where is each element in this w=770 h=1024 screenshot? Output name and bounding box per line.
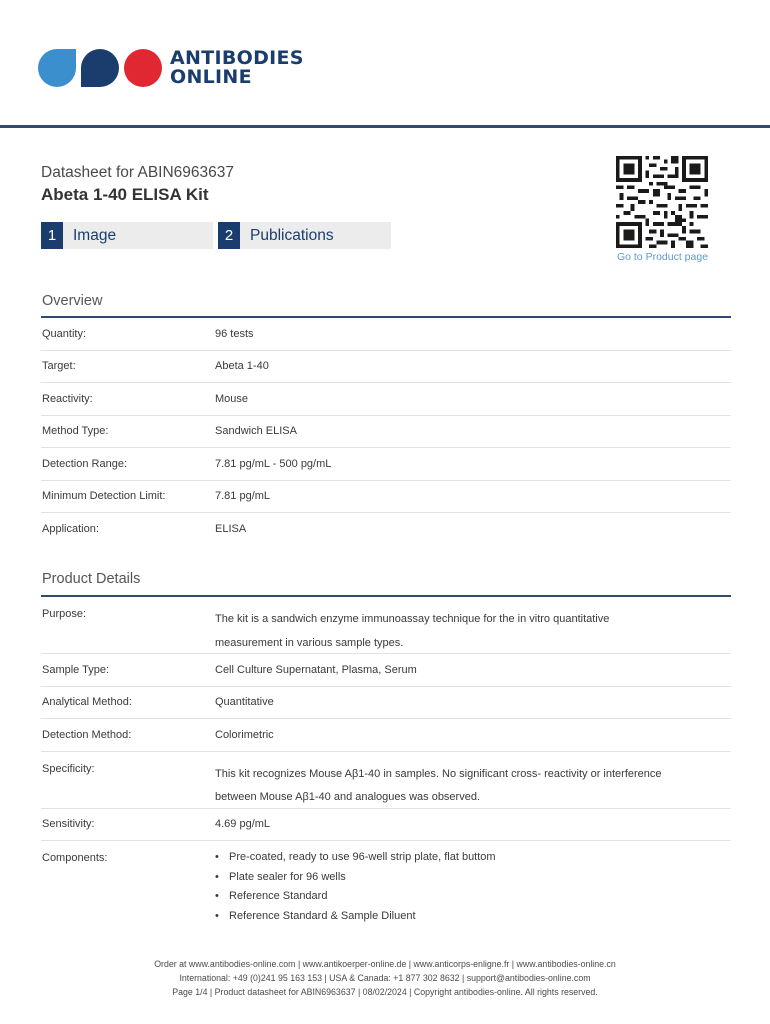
qr-code-icon[interactable] bbox=[613, 156, 711, 248]
row-key: Sample Type: bbox=[42, 663, 110, 676]
tab-image[interactable] bbox=[41, 222, 213, 249]
tab-number: 2 bbox=[218, 222, 240, 249]
product-details-heading: Product Details bbox=[42, 571, 141, 587]
row-value-line: This kit recognizes Mouse Aβ1-40 in samples. No significant cross- reactivity or interference bbox=[215, 767, 662, 780]
components-list bbox=[215, 841, 731, 929]
row-value-line: between Mouse Aβ1-40 and analogues was observed. bbox=[215, 791, 481, 803]
row-value: 7.81 pg/mL bbox=[215, 490, 271, 503]
table-row bbox=[41, 841, 731, 925]
row-key: Purpose: bbox=[42, 608, 87, 620]
list-item: • Plate sealer for 96 wells bbox=[215, 871, 731, 891]
list-item: • Reference Standard & Sample Diluent bbox=[215, 910, 731, 930]
product-page-link[interactable]: Go to Product page bbox=[616, 251, 709, 263]
table-row bbox=[41, 597, 731, 654]
table-row bbox=[41, 719, 731, 752]
row-key: Specificity: bbox=[42, 762, 95, 775]
tab-publications[interactable] bbox=[218, 222, 391, 249]
footer-contact: International: +49 (0)241 95 163 153 | USA & Canada: +1 877 302 8632 | support@antibodies-online.com bbox=[179, 973, 591, 983]
row-value-line: measurement in various sample types. bbox=[215, 636, 404, 649]
tab-number: 1 bbox=[41, 222, 63, 249]
row-key: Detection Range: bbox=[42, 457, 127, 470]
table-row bbox=[41, 351, 731, 384]
row-key: Target: bbox=[42, 360, 76, 373]
row-value bbox=[215, 752, 731, 808]
table-row bbox=[41, 448, 731, 481]
row-value: Cell Culture Supernatant, Plasma, Serum bbox=[215, 663, 417, 676]
table-row bbox=[41, 752, 731, 809]
table-row bbox=[41, 481, 731, 514]
table-row bbox=[41, 383, 731, 416]
table-row bbox=[41, 513, 731, 546]
row-key: Analytical Method: bbox=[42, 696, 132, 709]
page-header bbox=[0, 0, 770, 128]
tab-label: Publications bbox=[250, 226, 334, 244]
row-value: Abeta 1-40 bbox=[215, 360, 269, 373]
footer-page-info: Page 1/4 | Product datasheet for ABIN6963637 | 08/02/2024 | Copyright antibodies-online. All rights reserved. bbox=[172, 987, 598, 997]
datasheet-label: Datasheet for ABIN6963637 bbox=[41, 164, 235, 181]
row-key: Components: bbox=[42, 852, 108, 864]
row-value: ELISA bbox=[215, 523, 247, 536]
row-key: Sensitivity: bbox=[42, 818, 95, 831]
brand-name bbox=[170, 49, 304, 87]
row-value: Colorimetric bbox=[215, 728, 274, 741]
table-row bbox=[41, 654, 731, 687]
table-row bbox=[41, 318, 731, 351]
product-details-table bbox=[41, 597, 731, 925]
row-value: Quantitative bbox=[215, 696, 274, 709]
table-row bbox=[41, 809, 731, 842]
list-item: • Pre-coated, ready to use 96-well strip plate, flat buttom bbox=[215, 851, 731, 871]
row-key: Reactivity: bbox=[42, 392, 93, 405]
table-row bbox=[41, 416, 731, 449]
row-key: Minimum Detection Limit: bbox=[42, 490, 166, 503]
brand-logo[interactable] bbox=[38, 48, 304, 88]
footer-links[interactable]: Order at www.antibodies-online.com | www.antikoerper-online.de | www.anticorps-enligne.fr | www.antibodies-online.cn bbox=[154, 959, 616, 969]
row-value: Sandwich ELISA bbox=[215, 425, 297, 438]
logo-mark-icon bbox=[38, 49, 162, 87]
list-item: • Reference Standard bbox=[215, 890, 731, 910]
row-value bbox=[215, 597, 731, 653]
row-value: 4.69 pg/mL bbox=[215, 818, 271, 831]
brand-name-line1: ANTIBODIES bbox=[170, 47, 304, 69]
tab-label: Image bbox=[73, 226, 117, 244]
row-key: Detection Method: bbox=[42, 728, 132, 741]
row-key: Application: bbox=[42, 523, 99, 536]
brand-name-line2: ONLINE bbox=[170, 66, 252, 88]
row-value bbox=[215, 841, 731, 925]
row-key: Quantity: bbox=[42, 327, 87, 340]
row-value: 96 tests bbox=[215, 327, 254, 340]
row-value: Mouse bbox=[215, 392, 249, 405]
overview-table bbox=[41, 318, 731, 546]
product-title: Abeta 1-40 ELISA Kit bbox=[41, 185, 209, 204]
row-value-line: The kit is a sandwich enzyme immunoassay technique for the in vitro quantitative bbox=[215, 613, 610, 625]
row-key: Method Type: bbox=[42, 425, 109, 438]
table-row bbox=[41, 687, 731, 720]
overview-heading: Overview bbox=[42, 293, 103, 309]
row-value: 7.81 pg/mL - 500 pg/mL bbox=[215, 457, 332, 470]
